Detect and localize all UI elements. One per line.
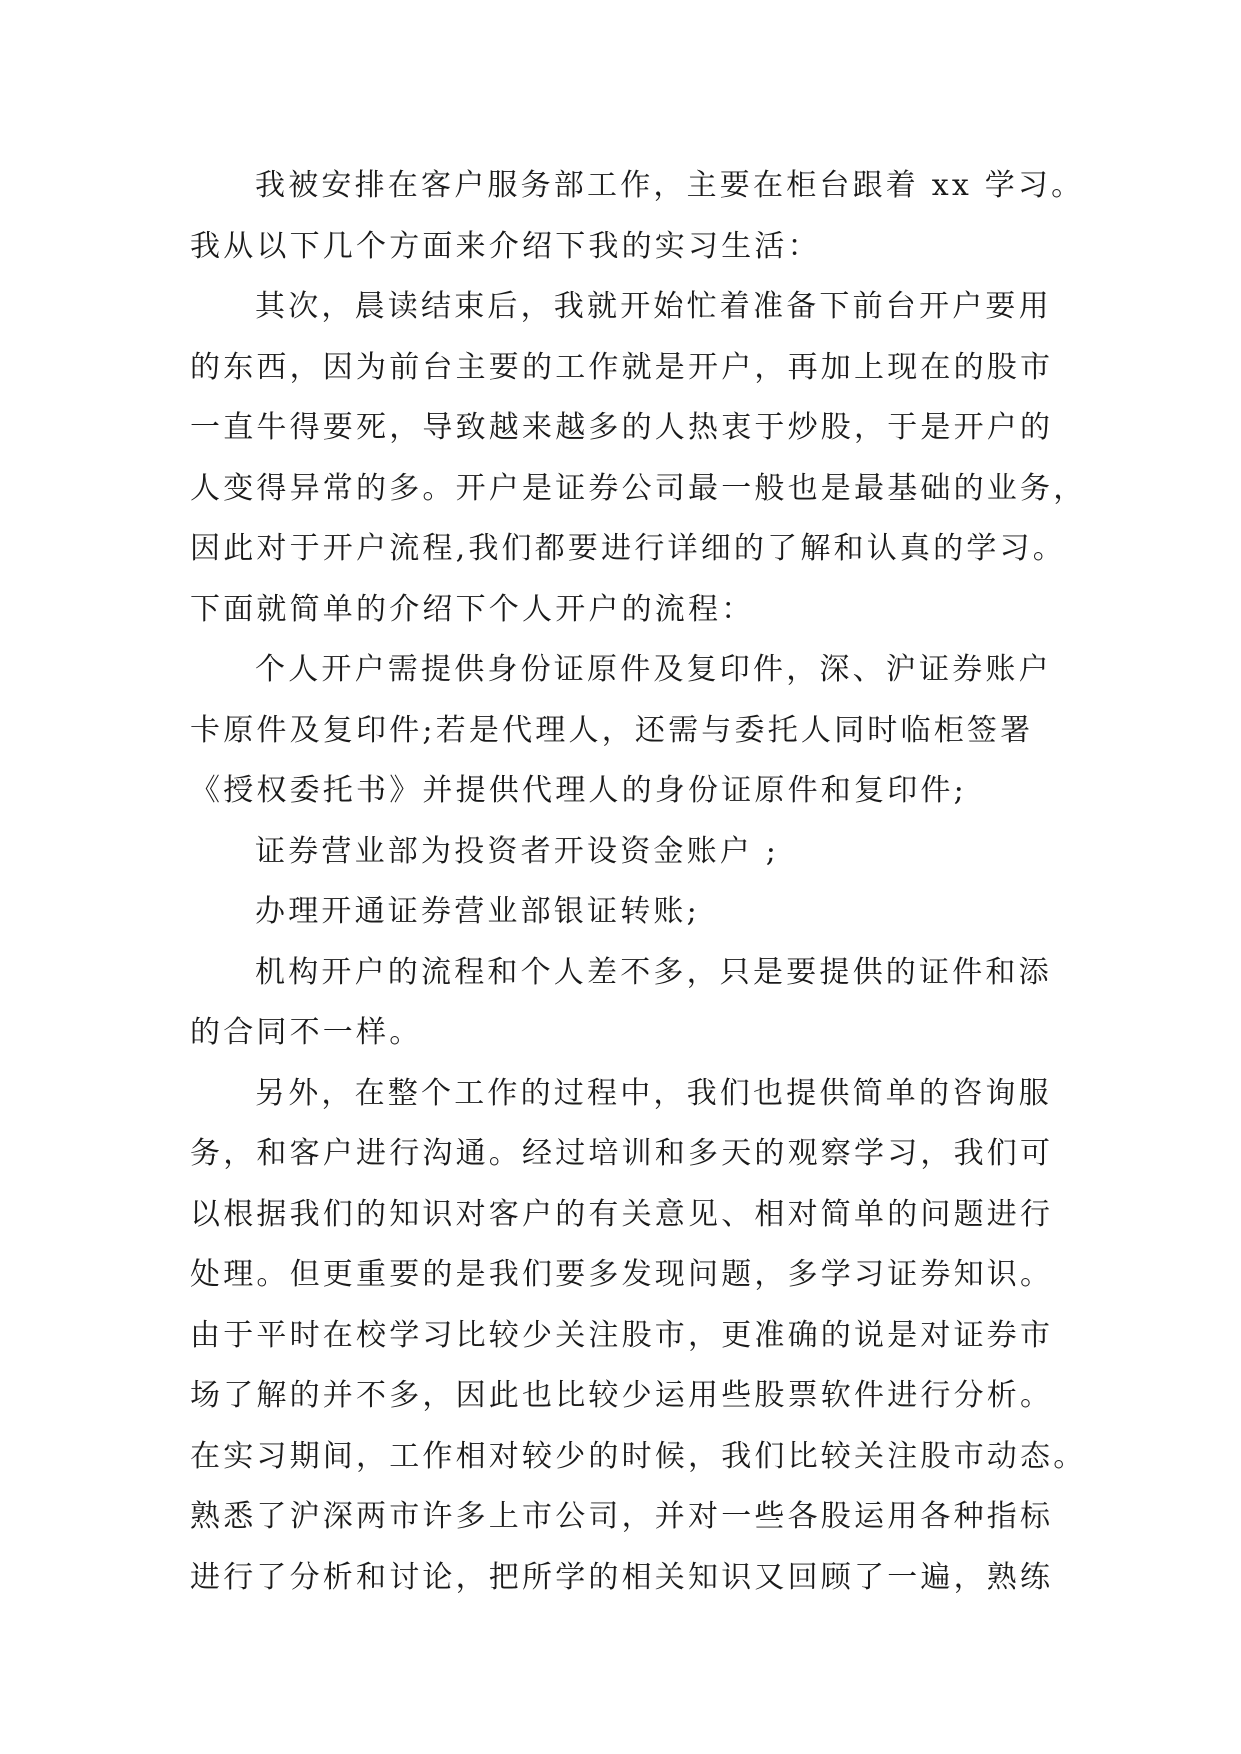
- text-line: 场了解的并不多，因此也比较少运用些股票软件进行分析。: [190, 1378, 1054, 1413]
- text-line: 因此对于开户流程,我们都要进行详细的了解和认真的学习。: [190, 531, 1066, 566]
- text-line: 的合同不一样。: [190, 1015, 423, 1050]
- text-line: 我被安排在客户服务部工作，主要在柜台跟着 xx 学习。: [255, 168, 1085, 203]
- text-line: 个人开户需提供身份证原件及复印件，深、沪证券账户: [255, 652, 1052, 687]
- document-body: [190, 156, 1087, 1608]
- text-line: 由于平时在校学习比较少关注股市，更准确的说是对证券市: [190, 1317, 1054, 1353]
- text-line: 其次，晨读结束后，我就开始忙着准备下前台开户要用: [255, 289, 1052, 324]
- text-line: 《授权委托书》并提供代理人的身份证原件和复印件;: [190, 773, 967, 808]
- text-line: 以根据我们的知识对客户的有关意见、相对简单的问题进行: [190, 1196, 1054, 1232]
- text-line: 务，和客户进行沟通。经过培训和多天的观察学习，我们可: [190, 1136, 1054, 1171]
- text-line: 进行了分析和讨论，把所学的相关知识又回顾了一遍，熟练: [190, 1559, 1054, 1595]
- text-line: 机构开户的流程和个人差不多，只是要提供的证件和添: [255, 954, 1052, 990]
- text-line: 处理。但更重要的是我们要多发现问题，多学习证券知识。: [190, 1257, 1054, 1292]
- text-line: 我从以下几个方面来介绍下我的实习生活：: [190, 228, 821, 264]
- text-line: 办理开通证券营业部银证转账;: [255, 894, 700, 929]
- text-line: 卡原件及复印件;若是代理人，还需与委托人同时临柜签署: [190, 712, 1034, 748]
- text-line: 在实习期间，工作相对较少的时候，我们比较关注股市动态。: [190, 1438, 1087, 1474]
- text-line: 下面就简单的介绍下个人开户的流程：: [190, 591, 755, 627]
- text-line: 人变得异常的多。开户是证券公司最一般也是最基础的业务，: [190, 470, 1087, 506]
- text-line: 熟悉了沪深两市许多上市公司，并对一些各股运用各种指标: [190, 1499, 1054, 1534]
- text-line: 的东西，因为前台主要的工作就是开户，再加上现在的股市: [190, 349, 1054, 385]
- text-line: 一直牛得要死，导致越来越多的人热衷于炒股，于是开户的: [190, 410, 1054, 445]
- text-line: 另外，在整个工作的过程中，我们也提供简单的咨询服: [255, 1075, 1052, 1111]
- text-line: 证券营业部为投资者开设资金账户 ;: [255, 833, 780, 869]
